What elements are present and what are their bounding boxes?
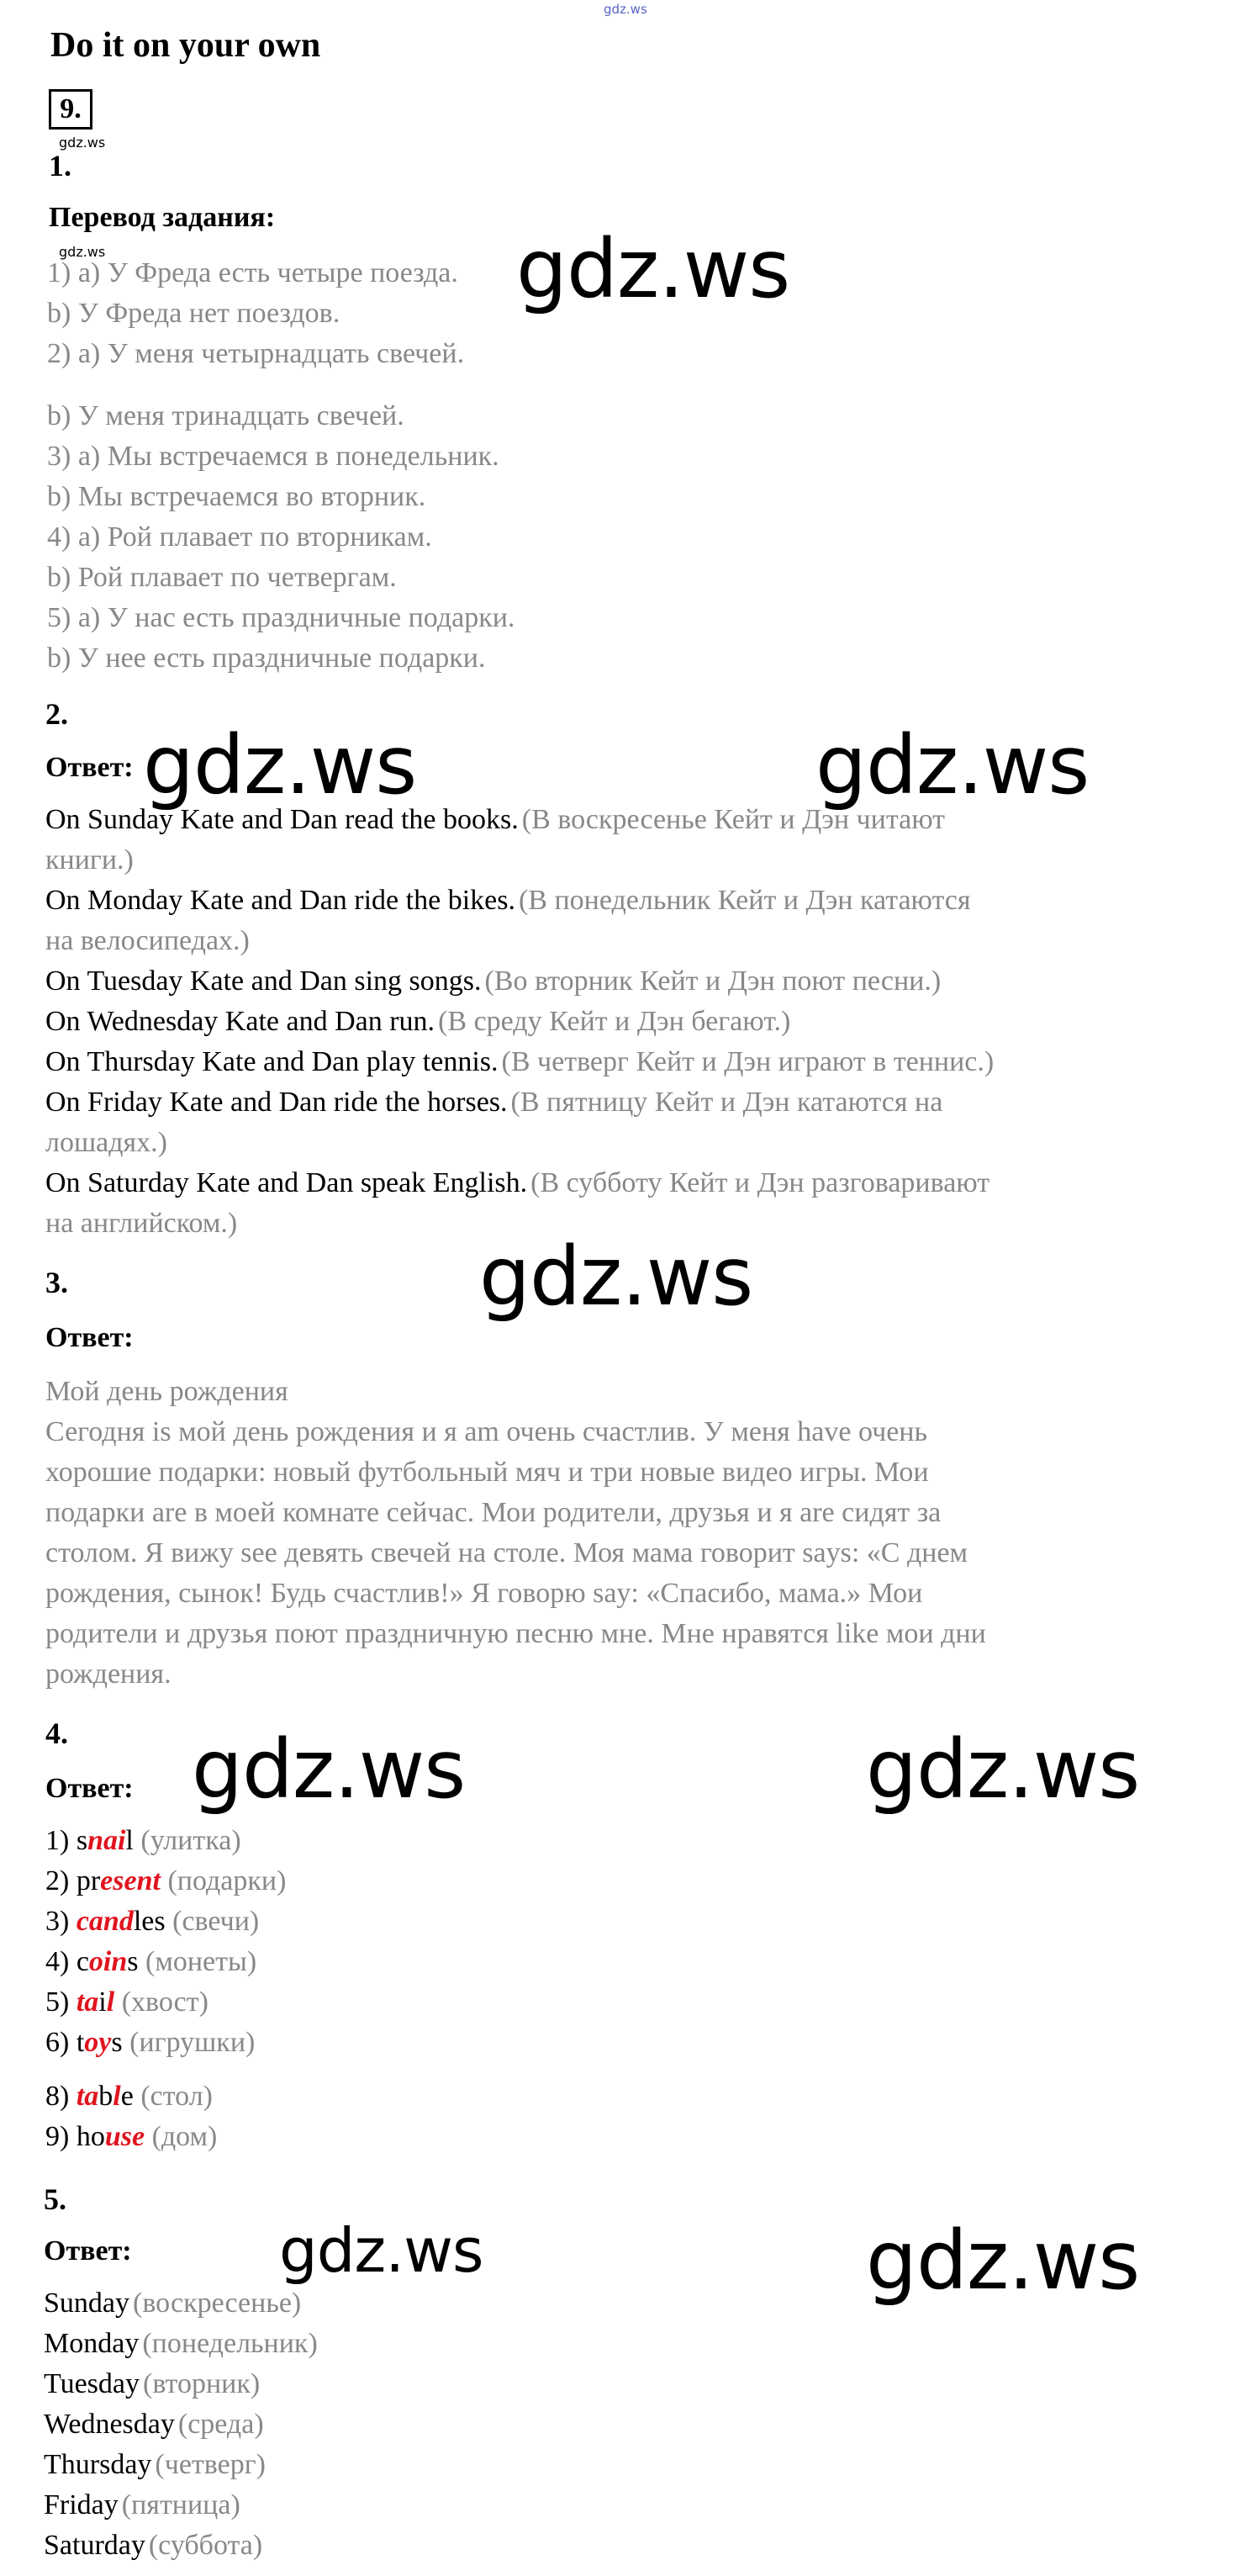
s2-translation-cont: на английском.): [45, 1208, 238, 1239]
s2-translation: (Во вторник Кейт и Дэн поют песни.): [484, 965, 942, 997]
s2-translation: (В воскресенье Кейт и Дэн читают: [521, 804, 946, 835]
watermark: gdz.ws: [279, 2215, 483, 2286]
watermark: gdz.ws: [192, 1722, 466, 1817]
s3-line: рождения.: [45, 1658, 172, 1690]
s4-item: [45, 2027, 255, 2059]
s3-line: столом. Я вижу see девять свечей на столе. Моя мама говорит says: «С днем: [45, 1537, 968, 1568]
s4-translation: (хвост): [121, 1986, 208, 2018]
s4-item: [45, 1825, 241, 1857]
s2-translation: (В субботу Кейт и Дэн разговаривают: [530, 1167, 990, 1198]
s4-translation: (дом): [151, 2121, 218, 2152]
s4-translation: (свечи): [172, 1906, 260, 1937]
s3-line: рождения, сынок! Будь счастлив!» Я говорю say: «Спасибо, мама.» Мои: [45, 1578, 923, 1609]
s1-line: 5) a) У нас есть праздничные подарки.: [47, 602, 515, 633]
s2-row: [45, 1006, 790, 1038]
s4-item-number: 3): [45, 1906, 77, 1937]
s4-given-letters: l: [125, 1825, 134, 1856]
s2-english: On Saturday Kate and Dan speak English.: [45, 1167, 528, 1198]
s4-given-letters: s: [76, 1825, 88, 1856]
s4-translation: (монеты): [145, 1946, 257, 1977]
s1-line: b) Мы встречаемся во вторник.: [47, 481, 426, 512]
s2-translation-cont: на велосипедах.): [45, 925, 250, 956]
small-watermark: gdz.ws: [59, 135, 106, 151]
section-5-label: Ответ:: [44, 2235, 132, 2267]
exercise-number-box: 9.: [49, 89, 92, 130]
s4-inserted-letters: l: [106, 1986, 115, 2018]
watermark: gdz.ws: [815, 718, 1090, 812]
s4-given-letters: s: [127, 1946, 139, 1977]
s4-item-number: 4): [45, 1946, 77, 1977]
s5-day: [44, 2489, 240, 2521]
s4-given-letters: b: [98, 2081, 113, 2112]
s5-day-english: Sunday: [44, 2288, 129, 2319]
watermark: gdz.ws: [516, 222, 790, 316]
s2-translation-cont: лошадях.): [45, 1127, 167, 1158]
s2-translation: (В среду Кейт и Дэн бегают.): [438, 1006, 791, 1037]
s2-row: [45, 885, 971, 917]
s1-line: 2) a) У меня четырнадцать свечей.: [47, 338, 465, 369]
s5-day-english: Thursday: [44, 2449, 152, 2480]
s4-given-letters: s: [111, 2027, 123, 2058]
s5-day: [44, 2368, 260, 2400]
s5-day-translation: (пятница): [121, 2489, 240, 2520]
s1-line: 4) a) Рой плавает по вторникам.: [47, 521, 432, 553]
section-2-number: 2.: [45, 697, 68, 731]
s4-given-letters: ho: [76, 2121, 105, 2152]
s5-day-translation: (четверг): [155, 2449, 267, 2480]
section-1-label: Перевод задания:: [49, 202, 276, 233]
s2-translation-cont: книги.): [45, 844, 134, 875]
s4-item-number: 8): [45, 2081, 77, 2112]
s5-day-english: Wednesday: [44, 2409, 175, 2440]
s1-line: 1) a) У Фреда есть четыре поезда.: [47, 257, 458, 288]
s4-translation: (игрушки): [129, 2027, 256, 2058]
s2-row: [45, 1046, 994, 1078]
s5-day-english: Tuesday: [44, 2368, 140, 2399]
s4-item: [45, 1865, 286, 1897]
watermark: gdz.ws: [866, 2214, 1140, 2308]
s4-given-letters: t: [76, 2027, 85, 2058]
s1-line: 3) a) Мы встречаемся в понедельник.: [47, 441, 499, 472]
s5-day-translation: (вторник): [143, 2368, 261, 2399]
s3-line: хорошие подарки: новый футбольный мяч и три новые видео игры. Мои: [45, 1457, 929, 1488]
small-watermark: gdz.ws: [59, 244, 106, 260]
s2-english: On Wednesday Kate and Dan run.: [45, 1006, 435, 1037]
s4-item-number: 6): [45, 2027, 77, 2058]
s4-item-number: 9): [45, 2121, 77, 2152]
s5-day-english: Saturday: [44, 2530, 145, 2561]
s2-english: On Sunday Kate and Dan read the books.: [45, 804, 519, 835]
s4-inserted-letters: oin: [88, 1946, 128, 1977]
s4-item-number: 2): [45, 1865, 77, 1896]
s4-inserted-letters: ta: [76, 1986, 99, 2018]
s4-given-letters: les: [133, 1906, 166, 1937]
s4-inserted-letters: ta: [76, 2081, 99, 2112]
s2-english: On Friday Kate and Dan ride the horses.: [45, 1087, 508, 1118]
s4-inserted-letters: nai: [87, 1825, 126, 1856]
s1-line: b) У нее есть праздничные подарки.: [47, 643, 486, 674]
s1-line: b) У меня тринадцать свечей.: [47, 400, 404, 431]
s5-day: [44, 2328, 318, 2360]
s4-given-letters: pr: [76, 1865, 101, 1896]
s3-line: подарки are в моей комнате сейчас. Мои родители, друзья и я are сидят за: [45, 1497, 942, 1528]
s3-line: родители и друзья поют праздничную песню мне. Мне нравятся like мои дни: [45, 1618, 986, 1649]
s5-day: [44, 2449, 266, 2481]
s2-row: [45, 965, 941, 997]
s5-day-translation: (среда): [177, 2409, 264, 2440]
s4-item: [45, 2121, 217, 2153]
section-4-number: 4.: [45, 1716, 68, 1750]
s4-given-letters: i: [98, 1986, 107, 2018]
section-5-number: 5.: [44, 2182, 66, 2216]
s3-line: Мой день рождения: [45, 1376, 288, 1407]
s4-inserted-letters: ca: [76, 1906, 103, 1937]
section-2-label: Ответ:: [45, 752, 134, 783]
s1-line: b) У Фреда нет поездов.: [47, 298, 340, 329]
s4-inserted-letters: oy: [84, 2027, 112, 2058]
s2-translation: (В пятницу Кейт и Дэн катаются на: [510, 1087, 943, 1118]
s2-english: On Monday Kate and Dan ride the bikes.: [45, 885, 515, 916]
section-3-number: 3.: [45, 1266, 68, 1299]
s5-day-english: Monday: [44, 2328, 140, 2359]
s4-inserted-letters: l: [113, 2081, 121, 2112]
s2-translation: (В четверг Кейт и Дэн играют в теннис.): [501, 1046, 995, 1077]
section-3-label: Ответ:: [45, 1322, 134, 1353]
watermark: gdz.ws: [866, 1722, 1140, 1817]
s5-day-english: Friday: [44, 2489, 119, 2520]
s4-inserted-letters: use: [104, 2121, 145, 2152]
s2-row: [45, 1167, 989, 1199]
s4-item-number: 1): [45, 1825, 77, 1856]
s4-item: [45, 1986, 208, 2018]
s3-line: Сегодня is мой день рождения и я am очень счастлив. У меня have очень: [45, 1416, 927, 1447]
s4-inserted-letters: nd: [103, 1906, 134, 1937]
page-title: Do it on your own: [50, 26, 321, 65]
s4-inserted-letters: esent: [100, 1865, 161, 1896]
watermark: gdz.ws: [479, 1230, 753, 1324]
top-watermark: gdz.ws: [604, 2, 647, 17]
watermark: gdz.ws: [143, 718, 417, 812]
s2-translation: (В понедельник Кейт и Дэн катаются: [518, 885, 971, 916]
s2-english: On Tuesday Kate and Dan sing songs.: [45, 965, 482, 997]
s4-item: [45, 1946, 256, 1978]
s2-english: On Thursday Kate and Dan play tennis.: [45, 1046, 499, 1077]
s4-given-letters: c: [76, 1946, 89, 1977]
s4-item: [45, 2081, 213, 2113]
s4-item-number: 5): [45, 1986, 77, 2018]
s4-translation: (стол): [140, 2081, 213, 2112]
s2-row: [45, 1087, 942, 1119]
s5-day-translation: (суббота): [148, 2530, 263, 2561]
s5-day-translation: (воскресенье): [133, 2288, 302, 2319]
s1-line: b) Рой плавает по четвергам.: [47, 562, 397, 593]
s5-day-translation: (понедельник): [142, 2328, 318, 2359]
s4-given-letters: e: [120, 2081, 134, 2112]
s4-translation: (улитка): [140, 1825, 241, 1856]
s5-day: [44, 2409, 264, 2441]
section-4-label: Ответ:: [45, 1773, 134, 1804]
section-1-number: 1.: [49, 149, 71, 182]
s5-day: [44, 2288, 301, 2319]
s5-day: [44, 2530, 262, 2562]
s4-item: [45, 1906, 259, 1938]
s4-translation: (подарки): [167, 1865, 287, 1896]
